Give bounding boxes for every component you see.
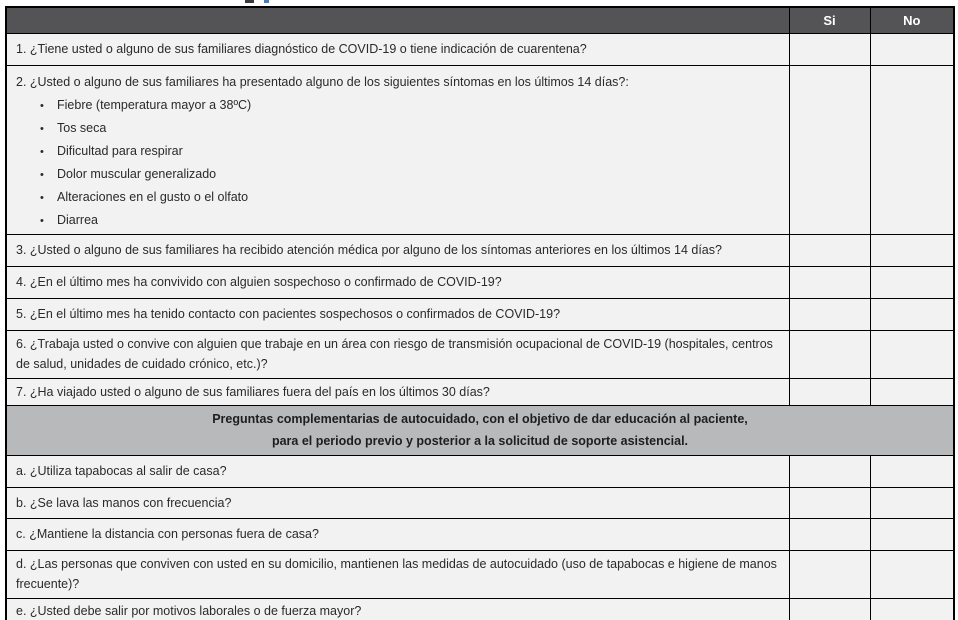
question-text-c: c. ¿Mantiene la distancia con personas fuera de casa? [6,518,789,550]
symptom-text: Diarrea [57,212,98,227]
section-header-cell [6,405,954,455]
question-text-d: d. ¿Las personas que conviven con usted en su domicilio, mantienen las medidas de autocuidado (uso de tapabocas e higiene de manos frecuente)? [6,550,789,598]
answer-cell-no-3[interactable] [870,234,954,266]
question-row-c [6,518,954,550]
question-row-5 [6,298,954,330]
table-header-row [6,7,954,33]
question-row-b [6,487,954,518]
answer-cell-no-b[interactable] [870,487,954,518]
list-item [16,140,779,163]
answer-cell-si-4[interactable] [789,266,870,298]
covid-questionnaire-table [5,6,955,620]
question-row-1 [6,33,954,65]
answer-cell-si-3[interactable] [789,234,870,266]
list-item [16,163,779,186]
question-text-4: 4. ¿En el último mes ha convivido con alguien sospechoso o confirmado de COVID-19? [6,266,789,298]
question-text-a: a. ¿Utiliza tapabocas al salir de casa? [6,455,789,487]
bullet-icon: • [40,168,44,181]
answer-cell-si-1[interactable] [789,33,870,65]
list-item [16,209,779,232]
question-text-5: 5. ¿En el último mes ha tenido contacto con pacientes sospechosos o confirmados de COVID-19? [6,298,789,330]
answer-cell-no-6[interactable] [870,330,954,378]
answer-cell-no-c[interactable] [870,518,954,550]
symptom-text: Dificultad para respirar [57,143,183,158]
answer-cell-si-6[interactable] [789,330,870,378]
question-text-6: 6. ¿Trabaja usted o convive con alguien que trabaje en un área con riesgo de transmisión ocupacional de COVID-19 (hospitales, centros de salud, unidades de cuidado crónico, etc.)? [6,330,789,378]
answer-cell-si-d[interactable] [789,550,870,598]
question-cell-2 [6,65,789,234]
question-row-d [6,550,954,598]
question-text-b: b. ¿Se lava las manos con frecuencia? [6,487,789,518]
question-row-7 [6,378,954,405]
answer-cell-si-c[interactable] [789,518,870,550]
cut-off-glyph-dark [245,0,254,3]
bullet-icon: • [40,99,44,112]
section-header-line2: para el periodo previo y posterior a la solicitud de soporte asistencial. [271,434,689,448]
question-row-6 [6,330,954,378]
question-text-1: 1. ¿Tiene usted o alguno de sus familiares diagnóstico de COVID-19 o tiene indicación de cuarentena? [6,33,789,65]
answer-cell-si-2[interactable] [789,65,870,234]
question-column-header [6,7,789,33]
question-row-2 [6,65,954,234]
answer-cell-si-b[interactable] [789,487,870,518]
question-text-3: 3. ¿Usted o alguno de sus familiares ha recibido atención médica por alguno de los síntomas anteriores en los últimos 14 días? [6,234,789,266]
list-item [16,117,779,140]
answer-cell-no-5[interactable] [870,298,954,330]
answer-cell-si-e[interactable] [789,598,870,620]
question-row-a [6,455,954,487]
answer-cell-si-7[interactable] [789,378,870,405]
question-text-7: 7. ¿Ha viajado usted o alguno de sus familiares fuera del país en los últimos 30 días? [6,378,789,405]
bullet-icon: • [40,122,44,135]
answer-cell-no-a[interactable] [870,455,954,487]
question-row-e [6,598,954,620]
question-text-e: e. ¿Usted debe salir por motivos laborales o de fuerza mayor? [6,598,789,620]
column-header-si: Si [789,7,870,33]
question-row-4 [6,266,954,298]
section-header-row [6,405,954,455]
section-header-line1: Preguntas complementarias de autocuidado, con el objetivo de dar educación al paciente, [212,412,748,426]
answer-cell-no-e[interactable] [870,598,954,620]
cut-off-glyph-blue [264,0,269,3]
answer-cell-no-7[interactable] [870,378,954,405]
answer-cell-si-5[interactable] [789,298,870,330]
answer-cell-no-1[interactable] [870,33,954,65]
question-row-3 [6,234,954,266]
question-text-2: 2. ¿Usted o alguno de sus familiares ha presentado alguno de los siguientes síntomas en los últimos 14 días?: [16,74,629,89]
answer-cell-no-d[interactable] [870,550,954,598]
symptom-list [16,94,779,232]
symptom-text: Tos seca [57,120,107,135]
bullet-icon: • [40,191,44,204]
answer-cell-no-2[interactable] [870,65,954,234]
symptom-text: Fiebre (temperatura mayor a 38ºC) [57,97,252,112]
answer-cell-no-4[interactable] [870,266,954,298]
answer-cell-si-a[interactable] [789,455,870,487]
bullet-icon: • [40,214,44,227]
column-header-no: No [870,7,954,33]
bullet-icon: • [40,145,44,158]
list-item [16,94,779,117]
symptom-text: Alteraciones en el gusto o el olfato [57,189,249,204]
symptom-text: Dolor muscular generalizado [57,166,217,181]
list-item [16,186,779,209]
